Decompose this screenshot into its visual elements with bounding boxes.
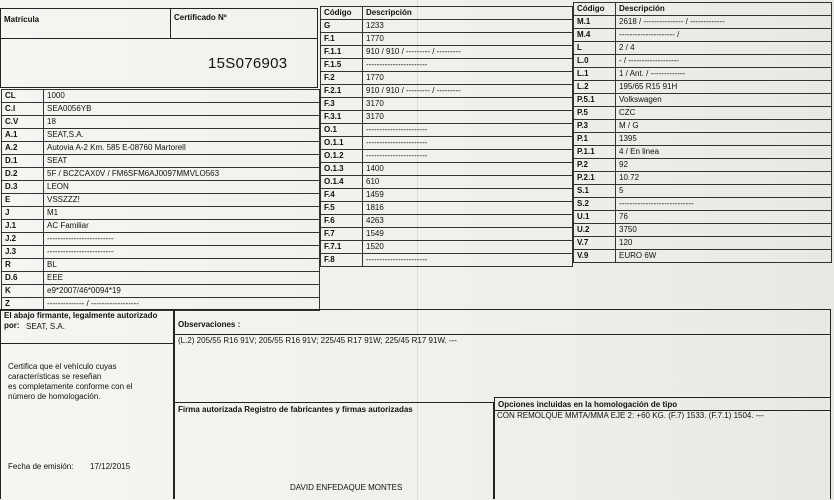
middle-row — [321, 111, 573, 124]
field-code: L — [574, 42, 616, 55]
field-value: 1395 — [616, 133, 832, 146]
field-code: U.2 — [574, 224, 616, 237]
field-code: V.7 — [574, 237, 616, 250]
field-code: P.2 — [574, 159, 616, 172]
left-row — [2, 272, 320, 285]
field-code: F.7 — [321, 228, 363, 241]
field-code: P.5.1 — [574, 94, 616, 107]
middle-row — [321, 20, 573, 33]
matricula-label: Matrícula — [4, 15, 40, 24]
opciones-value: CON REMOLQUE MMTA/MMA EJE 2: +60 KG. (F.7) 1533. (F.7.1) 1504. --- — [497, 411, 764, 420]
field-value: 910 / 910 / --------- / --------- — [363, 46, 573, 59]
field-value: 4 / En linea — [616, 146, 832, 159]
field-value: 10.72 — [616, 172, 832, 185]
field-value: Volkswagen — [616, 94, 832, 107]
field-code: CL — [2, 90, 44, 103]
field-value: 5 — [616, 185, 832, 198]
right-row — [574, 81, 832, 94]
field-code: F.8 — [321, 254, 363, 267]
field-code: A.2 — [2, 142, 44, 155]
field-code: R — [2, 259, 44, 272]
field-code: Z — [2, 298, 44, 311]
field-code: S.2 — [574, 198, 616, 211]
right-row — [574, 172, 832, 185]
codigo-header-right: Código — [574, 3, 616, 16]
field-code: P.1 — [574, 133, 616, 146]
middle-row — [321, 46, 573, 59]
right-row — [574, 29, 832, 42]
field-code: J.1 — [2, 220, 44, 233]
observaciones-block — [174, 309, 831, 402]
middle-row — [321, 163, 573, 176]
field-value: e9*2007/46*0094*19 — [44, 285, 320, 298]
middle-row — [321, 215, 573, 228]
field-value: ----------------------- — [363, 59, 573, 72]
observaciones-value: (L.2) 205/55 R16 91V; 205/55 R16 91V; 225/45 R17 91W; 225/45 R17 91W. --- — [178, 336, 457, 345]
field-code: O.1.1 — [321, 137, 363, 150]
field-value: ----------------------- — [363, 124, 573, 137]
field-code: F.2 — [321, 72, 363, 85]
field-code: O.1.2 — [321, 150, 363, 163]
firma-label: Firma autorizada Registro de fabricantes y firmas autorizadas — [178, 405, 413, 414]
field-code: G — [321, 20, 363, 33]
firmante-nombre: DAVID ENFEDAQUE MONTES — [290, 483, 403, 492]
left-row — [2, 142, 320, 155]
field-code: V.9 — [574, 250, 616, 263]
middle-row — [321, 72, 573, 85]
field-value: -------------- / ------------------ — [44, 298, 320, 311]
field-value: - / ------------------- — [616, 55, 832, 68]
middle-row — [321, 228, 573, 241]
left-row — [2, 207, 320, 220]
field-code: F.4 — [321, 189, 363, 202]
field-code: F.3 — [321, 98, 363, 111]
field-value: 1233 — [363, 20, 573, 33]
field-value: 910 / 910 / --------- / --------- — [363, 85, 573, 98]
field-value: 1770 — [363, 33, 573, 46]
middle-row — [321, 150, 573, 163]
field-code: D.3 — [2, 181, 44, 194]
field-value: 120 — [616, 237, 832, 250]
right-row — [574, 146, 832, 159]
field-code: O.1.4 — [321, 176, 363, 189]
field-value: ----------------------- — [363, 150, 573, 163]
firmante-company: SEAT, S.A. — [26, 322, 65, 331]
right-row — [574, 120, 832, 133]
observaciones-line — [174, 334, 831, 335]
field-code: O.1 — [321, 124, 363, 137]
right-row — [574, 185, 832, 198]
middle-row — [321, 176, 573, 189]
field-value: VSSZZZ! — [44, 194, 320, 207]
field-value: M / G — [616, 120, 832, 133]
field-code: C.V — [2, 116, 44, 129]
descripcion-header: Descripción — [363, 7, 573, 20]
fecha-value: 17/12/2015 — [90, 462, 131, 471]
left-row — [2, 194, 320, 207]
left-data-table — [1, 89, 320, 311]
field-code: M.1 — [574, 16, 616, 29]
field-value: 1816 — [363, 202, 573, 215]
field-value: ----------------------- — [363, 137, 573, 150]
field-value: 195/65 R15 91H — [616, 81, 832, 94]
field-value: 5F / BCZCAX0V / FM6SFM6AJ0097MMVLO563 — [44, 168, 320, 181]
field-value: ------------------------- — [44, 233, 320, 246]
field-code: F.1 — [321, 33, 363, 46]
field-value: 1770 — [363, 72, 573, 85]
field-value: 1400 — [363, 163, 573, 176]
field-code: E — [2, 194, 44, 207]
field-value: SEAT,S.A. — [44, 129, 320, 142]
field-code: D.6 — [2, 272, 44, 285]
field-code: K — [2, 285, 44, 298]
left-row — [2, 90, 320, 103]
field-value: AC Familiar — [44, 220, 320, 233]
field-value: 18 — [44, 116, 320, 129]
middle-row — [321, 33, 573, 46]
right-row — [574, 55, 832, 68]
middle-row — [321, 137, 573, 150]
middle-row — [321, 98, 573, 111]
right-row — [574, 16, 832, 29]
right-row — [574, 224, 832, 237]
field-value: 92 — [616, 159, 832, 172]
left-row — [2, 259, 320, 272]
field-value: 1000 — [44, 90, 320, 103]
left-row — [2, 285, 320, 298]
field-value: EURO 6W — [616, 250, 832, 263]
middle-row — [321, 59, 573, 72]
field-value: EEE — [44, 272, 320, 285]
field-code: F.6 — [321, 215, 363, 228]
right-row — [574, 107, 832, 120]
field-code: D.1 — [2, 155, 44, 168]
field-code: F.3.1 — [321, 111, 363, 124]
field-value: Autovia A-2 Km. 585 E-08760 Martorell — [44, 142, 320, 155]
field-value: 2 / 4 — [616, 42, 832, 55]
firmante-line — [0, 343, 174, 344]
left-row — [2, 103, 320, 116]
field-value: 2618 / --------------- / ------------- — [616, 16, 832, 29]
right-row — [574, 250, 832, 263]
field-value: 3170 — [363, 111, 573, 124]
field-code: L.0 — [574, 55, 616, 68]
right-row — [574, 68, 832, 81]
middle-row — [321, 189, 573, 202]
field-value: ------------------------- — [44, 246, 320, 259]
field-code: S.1 — [574, 185, 616, 198]
field-value: 4263 — [363, 215, 573, 228]
middle-row — [321, 85, 573, 98]
right-row — [574, 198, 832, 211]
right-row — [574, 42, 832, 55]
field-code: A.1 — [2, 129, 44, 142]
field-value: 610 — [363, 176, 573, 189]
middle-row — [321, 202, 573, 215]
field-value: SEA0056YB — [44, 103, 320, 116]
field-value: 3170 — [363, 98, 573, 111]
field-code: P.1.1 — [574, 146, 616, 159]
right-row — [574, 159, 832, 172]
right-row — [574, 237, 832, 250]
field-code: C.I — [2, 103, 44, 116]
observaciones-label: Observaciones : — [178, 320, 241, 329]
field-code: P.5 — [574, 107, 616, 120]
field-code: J.3 — [2, 246, 44, 259]
left-row — [2, 129, 320, 142]
field-value: ----------------------- — [363, 254, 573, 267]
field-code: P.3 — [574, 120, 616, 133]
field-code: L.1 — [574, 68, 616, 81]
middle-row — [321, 254, 573, 267]
left-row — [2, 181, 320, 194]
field-code: F.2.1 — [321, 85, 363, 98]
field-code: M.4 — [574, 29, 616, 42]
firmante-label: El abajo firmante, legalmente autorizado por: — [4, 311, 158, 330]
field-code: F.1.1 — [321, 46, 363, 59]
codigo-header: Código — [321, 7, 363, 20]
right-data-table — [573, 2, 832, 263]
descripcion-header-right: Descripción — [616, 3, 832, 16]
left-row — [2, 233, 320, 246]
field-value: M1 — [44, 207, 320, 220]
middle-row — [321, 241, 573, 254]
certifica-text: Certifica que el vehículo cuyas características se reseñan es completamente conforme con el número de homologación. — [8, 362, 133, 401]
field-value: BL — [44, 259, 320, 272]
certificado-label: Certificado Nº — [174, 13, 227, 22]
middle-data-table — [320, 6, 573, 267]
left-row — [2, 246, 320, 259]
left-row — [2, 116, 320, 129]
field-value: 3750 — [616, 224, 832, 237]
field-value: 1549 — [363, 228, 573, 241]
field-code: J.2 — [2, 233, 44, 246]
field-value: --------------------- / — [616, 29, 832, 42]
field-code: U.1 — [574, 211, 616, 224]
field-value: 1520 — [363, 241, 573, 254]
left-row — [2, 168, 320, 181]
field-value: LEON — [44, 181, 320, 194]
field-value: CZC — [616, 107, 832, 120]
field-value: 76 — [616, 211, 832, 224]
field-value: SEAT — [44, 155, 320, 168]
field-code: O.1.3 — [321, 163, 363, 176]
opciones-label: Opciones incluidas en la homologación de tipo — [498, 400, 678, 409]
left-row — [2, 155, 320, 168]
right-row — [574, 94, 832, 107]
certificado-number: 15S076903 — [208, 55, 288, 72]
left-row — [2, 220, 320, 233]
field-value: 1459 — [363, 189, 573, 202]
right-row — [574, 211, 832, 224]
middle-row — [321, 124, 573, 137]
field-code: F.5 — [321, 202, 363, 215]
field-code: L.2 — [574, 81, 616, 94]
field-code: J — [2, 207, 44, 220]
field-code: P.2.1 — [574, 172, 616, 185]
field-code: D.2 — [2, 168, 44, 181]
right-row — [574, 133, 832, 146]
header-line — [0, 38, 318, 39]
fecha-label: Fecha de emisión: — [8, 462, 74, 471]
field-code: F.7.1 — [321, 241, 363, 254]
field-value: 1 / Ant. / ------------- — [616, 68, 832, 81]
field-value: ---------------------------- — [616, 198, 832, 211]
field-code: F.1.5 — [321, 59, 363, 72]
